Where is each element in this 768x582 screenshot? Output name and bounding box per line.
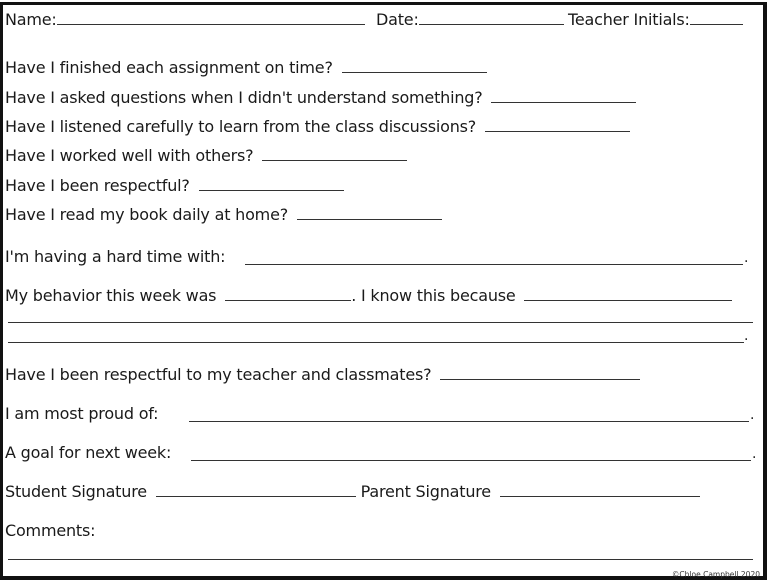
period: . <box>750 407 755 423</box>
respect-teacher-field[interactable] <box>440 365 640 380</box>
hard-time-label: I'm having a hard time with: <box>5 247 226 266</box>
answer-field[interactable] <box>297 205 442 220</box>
teacher-initials-label: Teacher Initials: <box>568 10 690 29</box>
teacher-initials-group <box>568 10 743 30</box>
proud-field[interactable] <box>189 421 749 422</box>
name-label: Name: <box>5 10 57 29</box>
question-row <box>5 176 344 196</box>
question-label: Have I worked well with others? <box>5 146 254 165</box>
goal-row <box>5 443 171 463</box>
question-label: Have I finished each assignment on time? <box>5 58 333 77</box>
comments-row <box>5 521 95 541</box>
date-label: Date: <box>376 10 419 29</box>
parent-signature-field[interactable] <box>500 482 700 497</box>
because-line-3[interactable] <box>8 342 744 343</box>
answer-field[interactable] <box>342 58 487 73</box>
question-row <box>5 146 407 166</box>
date-group <box>376 10 564 30</box>
question-label: Have I asked questions when I didn't understand something? <box>5 88 483 107</box>
behavior-row <box>5 286 732 306</box>
respect-teacher-row <box>5 365 640 385</box>
student-signature-label: Student Signature <box>5 482 147 501</box>
question-label: Have I been respectful? <box>5 176 190 195</box>
behavior-mid-label: . I know this because <box>351 286 516 305</box>
question-row <box>5 205 442 225</box>
proud-label: I am most proud of: <box>5 404 159 423</box>
question-row <box>5 117 630 137</box>
period: . <box>744 250 749 266</box>
period: . <box>744 328 749 344</box>
teacher-initials-field[interactable] <box>690 10 743 25</box>
name-field[interactable] <box>57 10 365 25</box>
answer-field[interactable] <box>262 146 407 161</box>
answer-field[interactable] <box>491 88 636 103</box>
behavior-field[interactable] <box>225 286 351 301</box>
hard-time-field[interactable] <box>245 264 743 265</box>
question-label: Have I read my book daily at home? <box>5 205 289 224</box>
proud-row <box>5 404 158 424</box>
because-line-2[interactable] <box>8 322 753 323</box>
student-signature-field[interactable] <box>156 482 356 497</box>
behavior-label: My behavior this week was <box>5 286 217 305</box>
copyright-credit: ©Chloe Campbell 2020 <box>671 570 760 579</box>
comments-field[interactable] <box>8 559 753 560</box>
answer-field[interactable] <box>485 117 630 132</box>
because-field[interactable] <box>524 286 732 301</box>
comments-label: Comments: <box>5 521 96 540</box>
date-field[interactable] <box>419 10 564 25</box>
answer-field[interactable] <box>199 176 344 191</box>
goal-field[interactable] <box>191 460 751 461</box>
hard-time-row <box>5 247 225 267</box>
question-row <box>5 58 487 78</box>
goal-label: A goal for next week: <box>5 443 172 462</box>
parent-signature-label: Parent Signature <box>360 482 491 501</box>
respect-teacher-label: Have I been respectful to my teacher and classmates? <box>5 365 432 384</box>
period: . <box>752 446 757 462</box>
header-row <box>5 10 365 30</box>
signature-row <box>5 482 700 502</box>
question-row <box>5 88 636 108</box>
question-label: Have I listened carefully to learn from the class discussions? <box>5 117 477 136</box>
